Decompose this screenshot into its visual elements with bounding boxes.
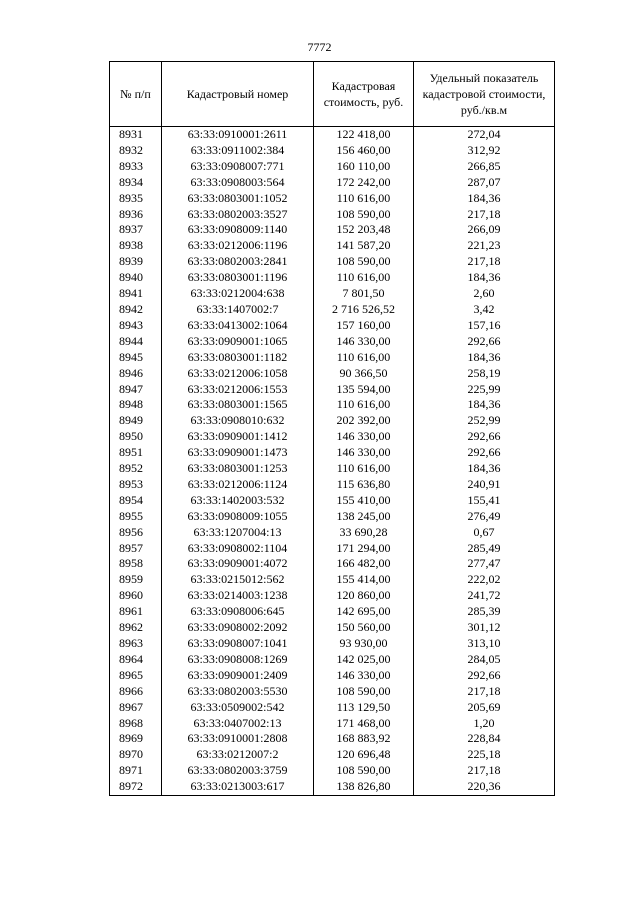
cadastral-cost-cell: 110 616,00 — [314, 397, 414, 413]
table-row — [110, 334, 555, 350]
cadastral-number-cell: 63:33:0909001:1412 — [162, 429, 314, 445]
row-number-cell: 8956 — [110, 525, 162, 541]
cadastral-cost-cell: 110 616,00 — [314, 461, 414, 477]
row-number-cell: 8967 — [110, 700, 162, 716]
specific-index-cell: 205,69 — [414, 700, 555, 716]
table-row — [110, 668, 555, 684]
cadastral-number-cell: 63:33:1207004:13 — [162, 525, 314, 541]
specific-index-cell: 292,66 — [414, 334, 555, 350]
specific-index-cell: 225,18 — [414, 747, 555, 763]
table-row — [110, 350, 555, 366]
cadastral-cost-cell: 110 616,00 — [314, 191, 414, 207]
cadastral-cost-cell: 160 110,00 — [314, 159, 414, 175]
specific-index-cell: 184,36 — [414, 350, 555, 366]
row-number-cell: 8959 — [110, 572, 162, 588]
row-number-cell: 8943 — [110, 318, 162, 334]
cadastral-number-cell: 63:33:0908002:1104 — [162, 541, 314, 557]
cadastral-cost-cell: 2 716 526,52 — [314, 302, 414, 318]
cadastral-number-cell: 63:33:0909001:1065 — [162, 334, 314, 350]
cadastral-value-table — [109, 61, 555, 796]
cadastral-number-cell: 63:33:0803001:1196 — [162, 270, 314, 286]
cadastral-cost-cell: 155 414,00 — [314, 572, 414, 588]
cadastral-number-cell: 63:33:0509002:542 — [162, 700, 314, 716]
cadastral-cost-cell: 146 330,00 — [314, 445, 414, 461]
specific-index-cell: 266,09 — [414, 222, 555, 238]
row-number-cell: 8961 — [110, 604, 162, 620]
cadastral-number-cell: 63:33:0214003:1238 — [162, 588, 314, 604]
row-number-cell: 8972 — [110, 779, 162, 795]
cadastral-number-cell: 63:33:0908002:2092 — [162, 620, 314, 636]
row-number-cell: 8937 — [110, 222, 162, 238]
cadastral-number-cell: 63:33:0802003:2841 — [162, 254, 314, 270]
cadastral-cost-cell: 120 696,48 — [314, 747, 414, 763]
specific-index-cell: 0,67 — [414, 525, 555, 541]
row-number-cell: 8946 — [110, 366, 162, 382]
row-number-cell: 8968 — [110, 716, 162, 732]
specific-index-cell: 3,42 — [414, 302, 555, 318]
specific-index-cell: 292,66 — [414, 429, 555, 445]
table-row — [110, 429, 555, 445]
specific-index-cell: 157,16 — [414, 318, 555, 334]
specific-index-cell: 184,36 — [414, 270, 555, 286]
table-row — [110, 700, 555, 716]
row-number-cell: 8948 — [110, 397, 162, 413]
specific-index-cell: 217,18 — [414, 207, 555, 223]
row-number-cell: 8971 — [110, 763, 162, 779]
cadastral-number-cell: 63:33:0212006:1196 — [162, 238, 314, 254]
cadastral-number-cell: 63:33:0413002:1064 — [162, 318, 314, 334]
row-number-cell: 8962 — [110, 620, 162, 636]
row-number-cell: 8969 — [110, 731, 162, 747]
cadastral-number-cell: 63:33:0908009:1140 — [162, 222, 314, 238]
cadastral-cost-cell: 113 129,50 — [314, 700, 414, 716]
cadastral-cost-cell: 120 860,00 — [314, 588, 414, 604]
row-number-cell: 8965 — [110, 668, 162, 684]
specific-index-cell: 217,18 — [414, 684, 555, 700]
table-row — [110, 731, 555, 747]
row-number-cell: 8933 — [110, 159, 162, 175]
table-row — [110, 143, 555, 159]
specific-index-cell: 301,12 — [414, 620, 555, 636]
cadastral-cost-cell: 108 590,00 — [314, 763, 414, 779]
cadastral-number-cell: 63:33:0803001:1565 — [162, 397, 314, 413]
table-row — [110, 238, 555, 254]
cadastral-cost-cell: 7 801,50 — [314, 286, 414, 302]
cadastral-cost-cell: 146 330,00 — [314, 429, 414, 445]
cadastral-number-cell: 63:33:0910001:2808 — [162, 731, 314, 747]
row-number-cell: 8934 — [110, 175, 162, 191]
specific-index-cell: 276,49 — [414, 509, 555, 525]
specific-index-cell: 184,36 — [414, 461, 555, 477]
cadastral-number-cell: 63:33:1402003:532 — [162, 493, 314, 509]
specific-index-cell: 220,36 — [414, 779, 555, 795]
cadastral-number-cell: 63:33:0212004:638 — [162, 286, 314, 302]
cadastral-cost-cell: 108 590,00 — [314, 254, 414, 270]
header-row-number: № п/п — [110, 62, 162, 127]
table-row — [110, 541, 555, 557]
table-row — [110, 684, 555, 700]
row-number-cell: 8970 — [110, 747, 162, 763]
cadastral-number-cell: 63:33:0908010:632 — [162, 413, 314, 429]
table-row — [110, 254, 555, 270]
table-body — [110, 127, 555, 796]
row-number-cell: 8932 — [110, 143, 162, 159]
row-number-cell: 8949 — [110, 413, 162, 429]
specific-index-cell: 277,47 — [414, 556, 555, 572]
table-row — [110, 779, 555, 795]
table-row — [110, 461, 555, 477]
row-number-cell: 8954 — [110, 493, 162, 509]
cadastral-number-cell: 63:33:0910001:2611 — [162, 127, 314, 143]
cadastral-number-cell: 63:33:0212007:2 — [162, 747, 314, 763]
specific-index-cell: 240,91 — [414, 477, 555, 493]
table-row — [110, 413, 555, 429]
cadastral-number-cell: 63:33:0803001:1052 — [162, 191, 314, 207]
table-row — [110, 222, 555, 238]
cadastral-cost-cell: 155 410,00 — [314, 493, 414, 509]
specific-index-cell: 292,66 — [414, 445, 555, 461]
table-row — [110, 747, 555, 763]
specific-index-cell: 313,10 — [414, 636, 555, 652]
cadastral-cost-cell: 171 468,00 — [314, 716, 414, 732]
cadastral-number-cell: 63:33:0803001:1182 — [162, 350, 314, 366]
specific-index-cell: 2,60 — [414, 286, 555, 302]
cadastral-cost-cell: 135 594,00 — [314, 382, 414, 398]
cadastral-cost-cell: 110 616,00 — [314, 350, 414, 366]
cadastral-cost-cell: 108 590,00 — [314, 207, 414, 223]
cadastral-number-cell: 63:33:0908007:771 — [162, 159, 314, 175]
header-specific-index: Удельный показатель кадастровой стоимости, руб./кв.м — [414, 62, 555, 127]
cadastral-cost-cell: 202 392,00 — [314, 413, 414, 429]
specific-index-cell: 155,41 — [414, 493, 555, 509]
row-number-cell: 8952 — [110, 461, 162, 477]
cadastral-number-cell: 63:33:0802003:5530 — [162, 684, 314, 700]
row-number-cell: 8940 — [110, 270, 162, 286]
row-number-cell: 8951 — [110, 445, 162, 461]
cadastral-cost-cell: 142 695,00 — [314, 604, 414, 620]
row-number-cell: 8947 — [110, 382, 162, 398]
table-row — [110, 207, 555, 223]
specific-index-cell: 217,18 — [414, 254, 555, 270]
specific-index-cell: 222,02 — [414, 572, 555, 588]
row-number-cell: 8938 — [110, 238, 162, 254]
row-number-cell: 8960 — [110, 588, 162, 604]
cadastral-number-cell: 63:33:0908008:1269 — [162, 652, 314, 668]
table-row — [110, 175, 555, 191]
cadastral-number-cell: 63:33:0908009:1055 — [162, 509, 314, 525]
row-number-cell: 8966 — [110, 684, 162, 700]
cadastral-cost-cell: 150 560,00 — [314, 620, 414, 636]
row-number-cell: 8942 — [110, 302, 162, 318]
table-row — [110, 763, 555, 779]
cadastral-number-cell: 63:33:0212006:1124 — [162, 477, 314, 493]
row-number-cell: 8945 — [110, 350, 162, 366]
row-number-cell: 8964 — [110, 652, 162, 668]
table-row — [110, 397, 555, 413]
cadastral-cost-cell: 166 482,00 — [314, 556, 414, 572]
cadastral-number-cell: 63:33:0909001:2409 — [162, 668, 314, 684]
cadastral-number-cell: 63:33:0908007:1041 — [162, 636, 314, 652]
cadastral-cost-cell: 93 930,00 — [314, 636, 414, 652]
table-row — [110, 159, 555, 175]
specific-index-cell: 287,07 — [414, 175, 555, 191]
cadastral-cost-cell: 122 418,00 — [314, 127, 414, 143]
cadastral-number-cell: 63:33:0802003:3527 — [162, 207, 314, 223]
table-row — [110, 636, 555, 652]
row-number-cell: 8931 — [110, 127, 162, 143]
cadastral-cost-cell: 146 330,00 — [314, 334, 414, 350]
cadastral-cost-cell: 146 330,00 — [314, 668, 414, 684]
cadastral-number-cell: 63:33:0908006:645 — [162, 604, 314, 620]
specific-index-cell: 217,18 — [414, 763, 555, 779]
specific-index-cell: 285,49 — [414, 541, 555, 557]
page-number: 7772 — [307, 40, 332, 54]
header-cadastral-cost: Кадастровая стоимость, руб. — [314, 62, 414, 127]
table-row — [110, 127, 555, 143]
row-number-cell: 8957 — [110, 541, 162, 557]
row-number-cell: 8963 — [110, 636, 162, 652]
specific-index-cell: 225,99 — [414, 382, 555, 398]
row-number-cell: 8953 — [110, 477, 162, 493]
table-row — [110, 286, 555, 302]
table-row — [110, 302, 555, 318]
specific-index-cell: 285,39 — [414, 604, 555, 620]
specific-index-cell: 266,85 — [414, 159, 555, 175]
table-row — [110, 525, 555, 541]
table-header — [110, 62, 555, 127]
cadastral-number-cell: 63:33:0213003:617 — [162, 779, 314, 795]
table-row — [110, 588, 555, 604]
table-row — [110, 477, 555, 493]
header-row — [110, 62, 555, 127]
cadastral-cost-cell: 142 025,00 — [314, 652, 414, 668]
table-row — [110, 270, 555, 286]
table-row — [110, 509, 555, 525]
cadastral-number-cell: 63:33:0908003:564 — [162, 175, 314, 191]
cadastral-cost-cell: 138 826,80 — [314, 779, 414, 795]
row-number-cell: 8958 — [110, 556, 162, 572]
row-number-cell: 8944 — [110, 334, 162, 350]
cadastral-cost-cell: 172 242,00 — [314, 175, 414, 191]
specific-index-cell: 228,84 — [414, 731, 555, 747]
table-row — [110, 652, 555, 668]
specific-index-cell: 184,36 — [414, 191, 555, 207]
cadastral-cost-cell: 168 883,92 — [314, 731, 414, 747]
specific-index-cell: 272,04 — [414, 127, 555, 143]
row-number-cell: 8939 — [110, 254, 162, 270]
specific-index-cell: 1,20 — [414, 716, 555, 732]
cadastral-cost-cell: 156 460,00 — [314, 143, 414, 159]
table-row — [110, 318, 555, 334]
specific-index-cell: 241,72 — [414, 588, 555, 604]
cadastral-number-cell: 63:33:0911002:384 — [162, 143, 314, 159]
cadastral-cost-cell: 33 690,28 — [314, 525, 414, 541]
table-row — [110, 493, 555, 509]
cadastral-number-cell: 63:33:0909001:4072 — [162, 556, 314, 572]
table-row — [110, 366, 555, 382]
cadastral-number-cell: 63:33:1407002:7 — [162, 302, 314, 318]
cadastral-number-cell: 63:33:0407002:13 — [162, 716, 314, 732]
cadastral-cost-cell: 108 590,00 — [314, 684, 414, 700]
specific-index-cell: 184,36 — [414, 397, 555, 413]
cadastral-number-cell: 63:33:0212006:1058 — [162, 366, 314, 382]
table-row — [110, 572, 555, 588]
row-number-cell: 8935 — [110, 191, 162, 207]
cadastral-cost-cell: 110 616,00 — [314, 270, 414, 286]
table-row — [110, 716, 555, 732]
table-row — [110, 604, 555, 620]
cadastral-number-cell: 63:33:0215012:562 — [162, 572, 314, 588]
table-row — [110, 620, 555, 636]
cadastral-number-cell: 63:33:0909001:1473 — [162, 445, 314, 461]
cadastral-number-cell: 63:33:0803001:1253 — [162, 461, 314, 477]
specific-index-cell: 252,99 — [414, 413, 555, 429]
cadastral-cost-cell: 138 245,00 — [314, 509, 414, 525]
cadastral-cost-cell: 152 203,48 — [314, 222, 414, 238]
specific-index-cell: 221,23 — [414, 238, 555, 254]
cadastral-cost-cell: 141 587,20 — [314, 238, 414, 254]
cadastral-cost-cell: 171 294,00 — [314, 541, 414, 557]
row-number-cell: 8941 — [110, 286, 162, 302]
table-row — [110, 445, 555, 461]
cadastral-cost-cell: 157 160,00 — [314, 318, 414, 334]
row-number-cell: 8950 — [110, 429, 162, 445]
specific-index-cell: 284,05 — [414, 652, 555, 668]
specific-index-cell: 312,92 — [414, 143, 555, 159]
table-row — [110, 191, 555, 207]
cadastral-cost-cell: 115 636,80 — [314, 477, 414, 493]
table-row — [110, 556, 555, 572]
specific-index-cell: 292,66 — [414, 668, 555, 684]
row-number-cell: 8936 — [110, 207, 162, 223]
row-number-cell: 8955 — [110, 509, 162, 525]
cadastral-cost-cell: 90 366,50 — [314, 366, 414, 382]
cadastral-number-cell: 63:33:0802003:3759 — [162, 763, 314, 779]
table-row — [110, 382, 555, 398]
specific-index-cell: 258,19 — [414, 366, 555, 382]
header-cadastral-number: Кадастровый номер — [162, 62, 314, 127]
cadastral-number-cell: 63:33:0212006:1553 — [162, 382, 314, 398]
